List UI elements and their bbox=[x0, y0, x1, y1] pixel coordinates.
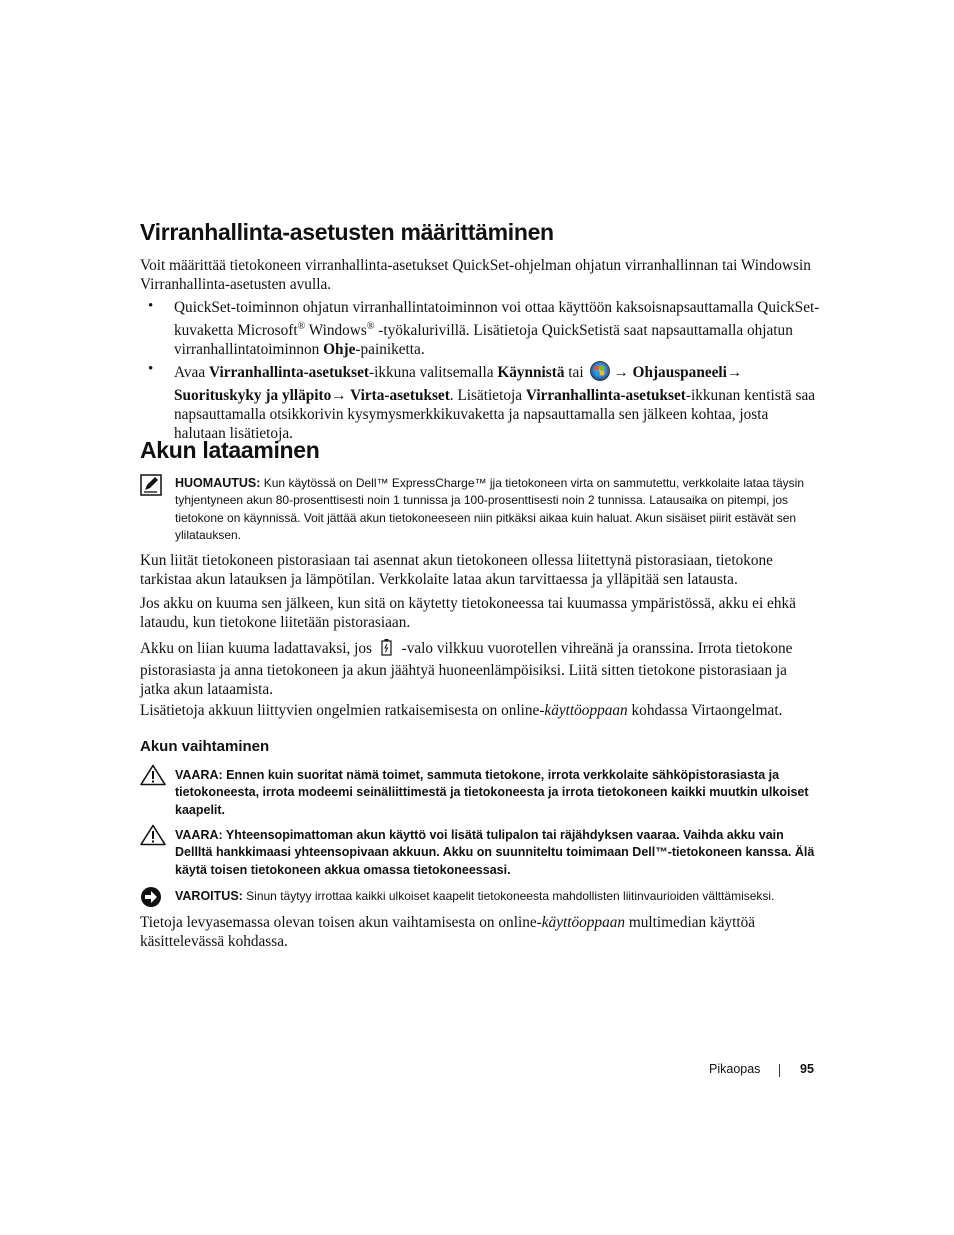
warning-compatible-battery: VAARA: Yhteensopimattoman akun käyttö voi lisätä tulipalon tai räjähdyksen vaaraa. Vaihda akku vain Dellltä hankkimaasi yhteensopivaan akkuun. Akku on suunniteltu toimimaan Dell™-tietokoneen kanssa. Älä käytä toisen tietokoneen akkua omassa tietokoneessasi. bbox=[175, 828, 815, 877]
section-title-replace-battery: Akun vaihtaminen bbox=[140, 738, 270, 755]
bullet-power-options: Avaa Virranhallinta-asetukset-ikkuna valitsemalla Käynnistä tai → Ohjauspaneeli→ Suorituskyky ja ylläpito→ Virta-asetukset. Lisätietoja Virranhallinta-asetukset-ikkunan kentistä saa napsauttamalla otsikkorivin kysymysmerkkikuvaketta ja napsauttamalla sen jälkeen kohtaa, josta halutaan lisätietoja. bbox=[174, 361, 820, 443]
section-title-power-settings: Virranhallinta-asetusten määrittäminen bbox=[140, 219, 554, 245]
bullet-marker: • bbox=[148, 361, 154, 377]
bullet-quickset: QuickSet-toiminnon ohjatun virranhallintatoiminnon voi ottaa käyttöön kaksoisnapsauttamalla QuickSet-kuvaketta Microsoft® Windows® -työkalurivillä. Lisätietoja QuickSetistä saat napsauttamalla ohjatun virranhallintatoiminnon Ohje-painiketta. bbox=[174, 299, 820, 359]
note-expresscharge: HUOMAUTUS: Kun käytössä on Dell™ ExpressCharge™ jja tietokoneen virta on sammutettu, verkkolaite lataa täysin tyhjentyneen akun 80-prosenttisesti noin 1 tunnissa ja 100-prosenttisesti noin 2 tunnissa. Latausaika on pitempi, jos tietokone on käynnissä. Voit jättää akun tietokoneeseen niin pitkäksi aikaa kuin haluat. Akun sisäiset piirit estävät sen ylilatauksen. bbox=[175, 476, 805, 542]
paragraph-second-battery: Tietoja levyasemassa olevan toisen akun vaihtamisesta on online-käyttöoppaan multimedian käyttöä käsittelevässä kohdassa. bbox=[140, 914, 756, 950]
paragraph-more-info: Lisätietoja akkuun liittyvien ongelmien ratkaisemisesta on online-käyttöoppaan kohdassa Virtaongelmat. bbox=[140, 702, 783, 719]
battery-light-icon bbox=[376, 638, 398, 661]
warning-triangle-icon bbox=[140, 764, 166, 791]
caution-arrow-icon bbox=[140, 886, 162, 913]
caution-cables: VAROITUS: Sinun täytyy irrottaa kaikki ulkoiset kaapelit tietokoneesta mahdollisten liitinvaurioiden välttämiseksi. bbox=[175, 889, 775, 903]
paragraph-hot-battery: Jos akku on kuuma sen jälkeen, kun sitä on käytetty tietokoneessa tai kuumassa ympäristössä, akku ei ehkä lataudu, kun tietokone liitetään pistorasiaan. bbox=[140, 595, 796, 631]
page-number: 95 bbox=[800, 1062, 814, 1076]
warning-disconnect: VAARA: Ennen kuin suoritat nämä toimet, sammuta tietokone, irrota verkkolaite sähköpistorasiasta ja tietokoneesta, irrota modeemi seinäliittimestä ja tietokoneesta ja irrota tietokoneen kaikki muutkin ulkoiset kaapelit. bbox=[175, 768, 809, 817]
footer-label: Pikaopas bbox=[709, 1062, 761, 1076]
bullet-marker: • bbox=[148, 298, 154, 314]
paragraph-too-hot: Akku on liian kuuma ladattavaksi, jos -valo vilkkuu vuorotellen vihreänä ja oranssina. Irrota tietokone pistorasiasta ja anna tietokoneen ja akun jäähtyä huoneenlämpöisiksi. Liitä sitten tietokone pistorasiaan ja jatka akun lataamista. bbox=[140, 638, 820, 699]
pencil-note-icon bbox=[140, 474, 162, 501]
warning-triangle-icon bbox=[140, 824, 166, 851]
paragraph-charge-check: Kun liität tietokoneen pistorasiaan tai asennat akun tietokoneen ollessa liitettynä pistorasiaan, tietokone tarkistaa akun latauksen ja lämpötilan. Verkkolaite lataa akun tarvittaessa ja ylläpitää sen latausta. bbox=[140, 552, 773, 588]
windows-start-icon bbox=[587, 361, 613, 386]
footer-separator bbox=[779, 1064, 780, 1077]
intro-paragraph: Voit määrittää tietokoneen virranhallinta-asetukset QuickSet-ohjelman ohjatun virranhallinnan tai Windowsin Virranhallinta-asetusten avulla. bbox=[140, 257, 811, 293]
section-title-charging: Akun lataaminen bbox=[140, 437, 320, 463]
